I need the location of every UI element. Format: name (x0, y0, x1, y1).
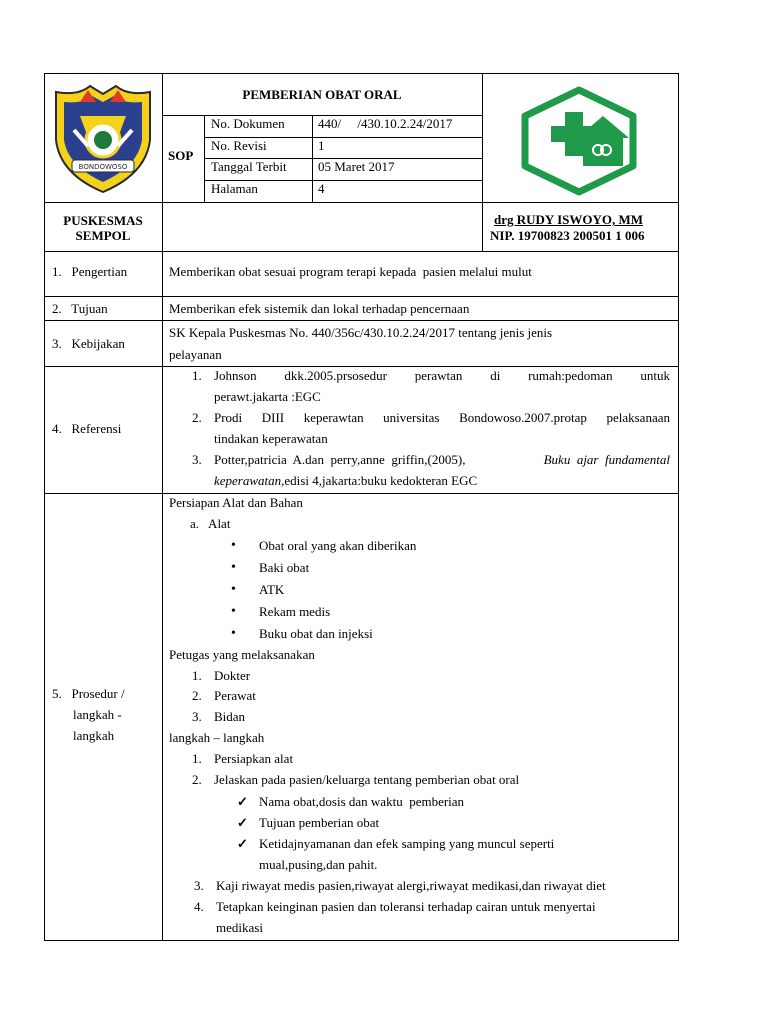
petugas-item: Bidan (214, 709, 246, 724)
step-number: 4. (194, 899, 204, 914)
row-line (44, 366, 679, 367)
doc-field-label: Tanggal Terbit (211, 159, 287, 174)
alat-item: • Buku obat dan injeksi (259, 626, 373, 642)
document-title: PEMBERIAN OBAT ORAL (242, 87, 402, 102)
header-row-line (44, 202, 679, 203)
ref-number: 3. (192, 452, 202, 467)
alat-item: • Rekam medis (259, 604, 330, 620)
section-label-prosedur-cont: langkah - (73, 707, 122, 722)
org-name-line2: SEMPOL (75, 228, 131, 243)
step-number: 1. (192, 751, 202, 766)
doc-field-value: 440/ /430.10.2.24/2017 (318, 116, 453, 131)
section-label-kebijakan: 3. Kebijakan (52, 336, 125, 351)
petugas-title: Petugas yang melaksanakan (169, 647, 315, 662)
section-label-referensi: 4. Referensi (52, 421, 122, 436)
col-divider-left (162, 73, 163, 941)
section-text-pengertian: Memberikan obat sesuai program terapi kepada pasien melalui mulut (169, 264, 532, 279)
regency-logo (50, 82, 156, 196)
section-text-kebijakan: SK Kepala Puskesmas No. 440/356c/430.10.2.24/2017 tentang jenis jenis (169, 325, 553, 340)
col-divider-right-header (482, 73, 483, 251)
petugas-item: Dokter (214, 668, 251, 683)
row-line (44, 320, 679, 321)
petugas-number: 3. (192, 709, 202, 724)
section-label-tujuan: 2. Tujuan (52, 301, 108, 316)
check-item: ✓ Tujuan pemberian obat (259, 815, 379, 831)
section-text-kebijakan-cont: pelayanan (169, 347, 222, 362)
ref-item: Johnson dkk.2005.prsosedur perawtan di rumah:pedoman untuk (214, 368, 670, 383)
section-label-pengertian: 1. Pengertian (52, 264, 128, 279)
ref-item-publisher: ,edisi 4,jakarta:buku kedokteran EGC (281, 473, 478, 488)
ref-number: 1. (192, 368, 202, 383)
row-line (44, 296, 679, 297)
petugas-item: Perawat (214, 688, 256, 703)
check-item-cont: mual,pusing,dan pahit. (259, 857, 378, 872)
table-border-left (44, 73, 45, 941)
doc-field-value: 4 (318, 181, 325, 196)
org-name-line1: PUSKESMAS (63, 213, 143, 228)
alat-item: • Obat oral yang akan diberikan (259, 538, 416, 554)
svg-text:BONDOWOSO: BONDOWOSO (78, 163, 128, 171)
step-item-cont: medikasi (216, 920, 263, 935)
ref-item-authors: Potter,patricia A.dan perry,anne griffin,(2005), (214, 452, 466, 467)
signer-nip: NIP. 19700823 200501 1 006 (490, 228, 645, 243)
step-number: 2. (192, 772, 202, 787)
signer-name: drg RUDY ISWOYO, MM (494, 212, 644, 227)
ref-item (214, 452, 670, 468)
step-item: Kaji riwayat medis pasien,riwayat alergi,riwayat medikasi,dan riwayat diet (216, 878, 606, 893)
row-line (44, 251, 679, 252)
check-item: ✓ Nama obat,dosis dan waktu pemberian (259, 794, 464, 810)
alat-item: • ATK (259, 582, 284, 598)
doc-field-value: 1 (318, 138, 325, 153)
section-label-prosedur: 5. Prosedur / (52, 686, 125, 701)
row-line (44, 493, 679, 494)
ref-item: Prodi DIII keperawtan universitas Bondowoso.2007.protap pelaksanaan (214, 410, 670, 425)
alat-item: • Baki obat (259, 560, 309, 576)
ref-number: 2. (192, 410, 202, 425)
puskesmas-logo (519, 86, 639, 196)
table-border-right (678, 73, 679, 941)
petugas-number: 1. (192, 668, 202, 683)
check-item: ✓ Ketidajnyamanan dan efek samping yang muncul seperti (259, 836, 554, 852)
petugas-number: 2. (192, 688, 202, 703)
ref-item-cont (214, 473, 477, 489)
ref-item-cont: perawt.jakarta :EGC (214, 389, 321, 404)
doc-field-value: 05 Maret 2017 (318, 159, 395, 174)
doc-field-label: No. Dokumen (211, 116, 285, 131)
langkah-title: langkah – langkah (169, 730, 265, 745)
step-number: 3. (194, 878, 204, 893)
step-item: Jelaskan pada pasien/keluarga tentang pemberian obat oral (214, 772, 520, 787)
step-item: Tetapkan keinginan pasien dan toleransi terhadap cairan untuk menyertai (216, 899, 596, 914)
sop-label: SOP (168, 148, 194, 163)
ref-item-cont: tindakan keperawatan (214, 431, 328, 446)
doc-field-label: No. Revisi (211, 138, 267, 153)
doc-field-label: Halaman (211, 181, 258, 196)
ref-item-book-title-cont: keperawatan (214, 473, 282, 488)
alat-title: a. Alat (190, 516, 231, 531)
ref-item-book-title: Buku ajar fundamental (543, 452, 670, 467)
prep-title: Persiapan Alat dan Bahan (169, 495, 303, 510)
table-border-top (44, 73, 679, 74)
table-border-bottom (44, 940, 679, 941)
step-item: Persiapkan alat (214, 751, 294, 766)
section-label-prosedur-cont: langkah (73, 728, 115, 743)
section-text-tujuan: Memberikan efek sistemik dan lokal terhadap pencernaan (169, 301, 470, 316)
